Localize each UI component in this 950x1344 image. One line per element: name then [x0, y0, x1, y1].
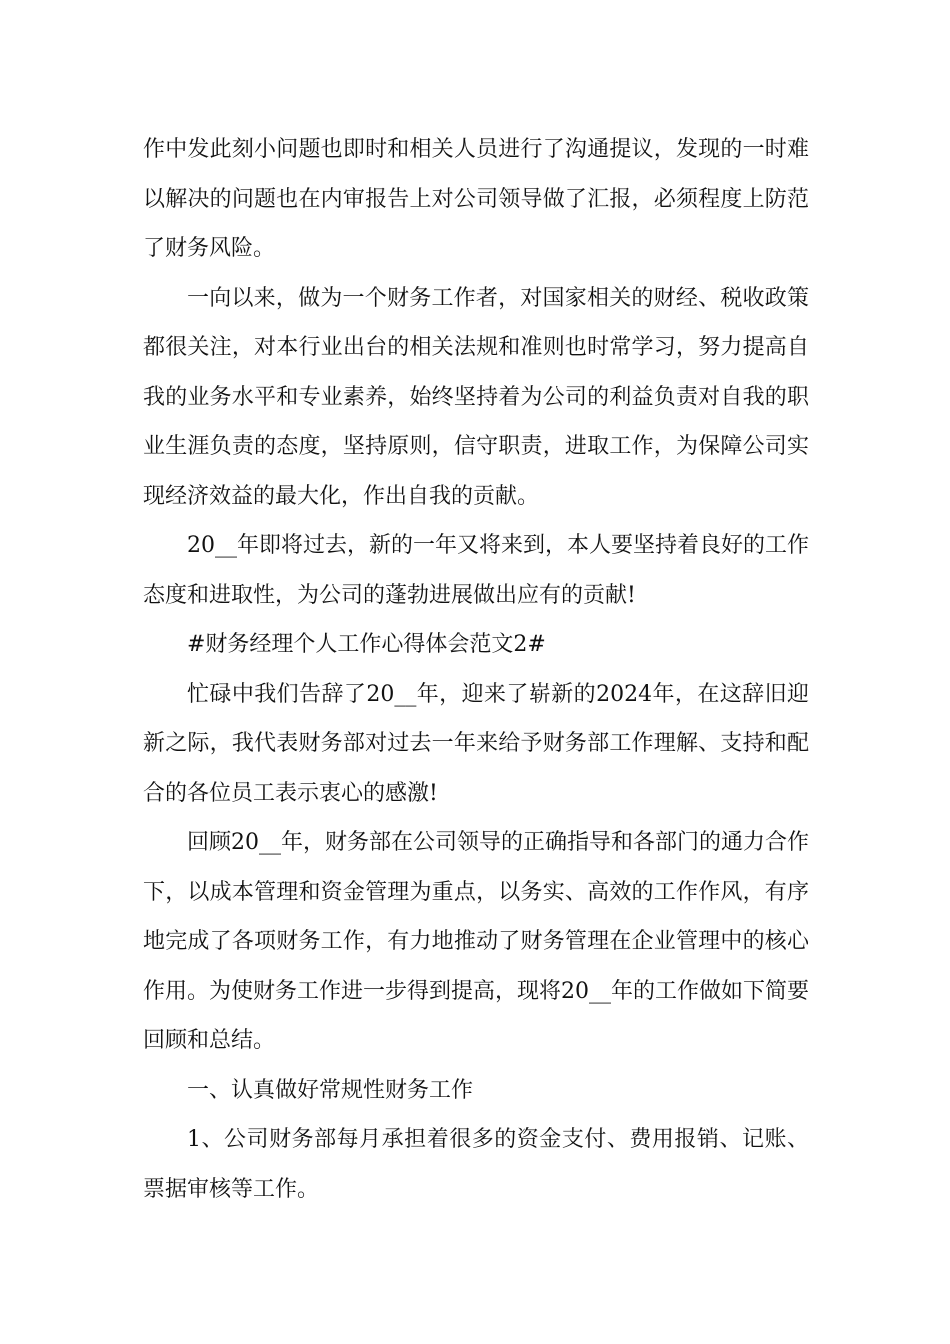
- section-heading: #财务经理个人工作心得体会范文2#: [187, 632, 546, 657]
- paragraph: 回顾20__年，财务部在公司领导的正确指导和各部门的通力合作下，以成本管理和资金管理为重点，以务实、高效的工作作风，有序地完成了各项财务工作，有力地推动了财务管理在企业管理中的核心作用。为使财务工作进一步得到提高，现将20__年的工作做如下简要回顾和总结。: [143, 830, 809, 1053]
- paragraph: 作中发此刻小问题也即时和相关人员进行了沟通提议，发现的一时难以解决的问题也在内审报告上对公司领导做了汇报，必须程度上防范了财务风险。: [143, 137, 809, 261]
- list-item: 1、公司财务部每月承担着很多的资金支付、费用报销、记账、票据审核等工作。: [143, 1127, 809, 1202]
- subsection-heading: 一、认真做好常规性财务工作: [187, 1077, 474, 1103]
- paragraph: 20__年即将过去，新的一年又将来到，本人要坚持着良好的工作态度和进取性，为公司的蓬勃进展做出应有的贡献!: [143, 533, 809, 608]
- document-body: [143, 125, 809, 1214]
- paragraph: 忙碌中我们告辞了20__年，迎来了崭新的2024年，在这辞旧迎新之际，我代表财务部对过去一年来给予财务部工作理解、支持和配合的各位员工表示衷心的感激!: [143, 681, 809, 806]
- paragraph: 一向以来，做为一个财务工作者，对国家相关的财经、税收政策都很关注，对本行业出台的相关法规和准则也时常学习，努力提高自我的业务水平和专业素养，始终坚持着为公司的利益负责对自我的职业生涯负责的态度，坚持原则，信守职责，进取工作，为保障公司实现经济效益的最大化，作出自我的贡献。: [143, 285, 809, 509]
